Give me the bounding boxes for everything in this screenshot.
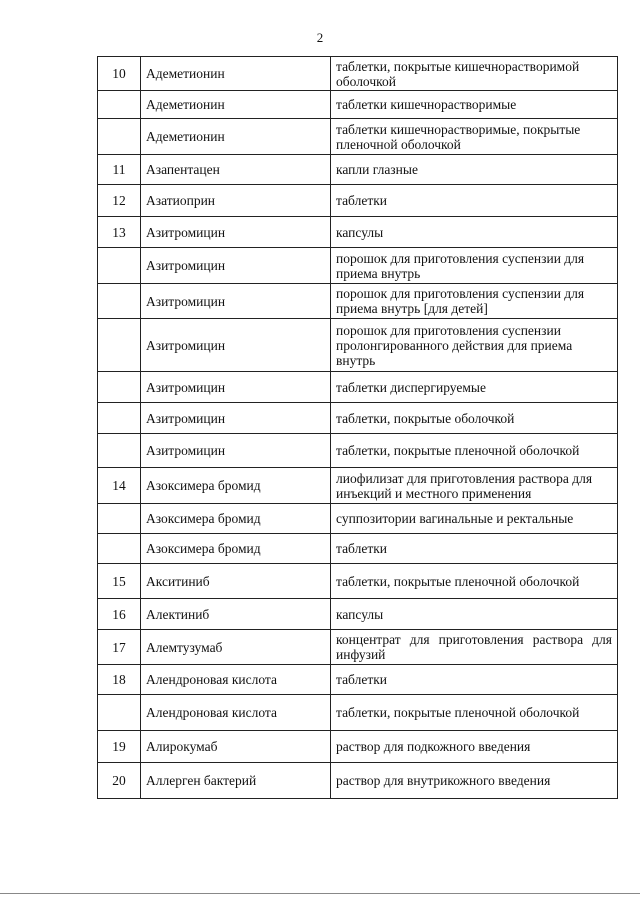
drug-name: Алектиниб <box>141 599 331 630</box>
row-number <box>98 284 141 319</box>
dosage-form: таблетки, покрытые оболочкой <box>331 403 618 434</box>
drug-name: Азатиоприн <box>141 185 331 217</box>
table-row <box>98 248 618 284</box>
row-number: 17 <box>98 630 141 665</box>
table-row <box>98 372 618 403</box>
drug-name: Азоксимера бромид <box>141 504 331 534</box>
table-row <box>98 319 618 372</box>
table-row <box>98 57 618 91</box>
dosage-form: порошок для приготовления суспензии пролонгированного действия для приема внутрь <box>331 319 618 372</box>
drug-name: Алендроновая кислота <box>141 695 331 731</box>
dosage-form: таблетки, покрытые кишечнорастворимой оболочкой <box>331 57 618 91</box>
drug-name: Алирокумаб <box>141 731 331 763</box>
dosage-form: порошок для приготовления суспензии для приема внутрь [для детей] <box>331 284 618 319</box>
drug-name: Алендроновая кислота <box>141 665 331 695</box>
drug-name: Азапентацен <box>141 155 331 185</box>
row-number <box>98 119 141 155</box>
table-row <box>98 534 618 564</box>
row-number: 13 <box>98 217 141 248</box>
dosage-form: таблетки, покрытые пленочной оболочкой <box>331 564 618 599</box>
drug-name: Адеметионин <box>141 91 331 119</box>
row-number: 11 <box>98 155 141 185</box>
drug-name: Азоксимера бромид <box>141 534 331 564</box>
drug-table <box>97 56 618 799</box>
row-number: 16 <box>98 599 141 630</box>
dosage-form: таблетки, покрытые пленочной оболочкой <box>331 695 618 731</box>
row-number <box>98 695 141 731</box>
row-number <box>98 91 141 119</box>
row-number: 12 <box>98 185 141 217</box>
dosage-form: таблетки <box>331 665 618 695</box>
table-row <box>98 564 618 599</box>
table-row <box>98 119 618 155</box>
row-number: 19 <box>98 731 141 763</box>
drug-name: Адеметионин <box>141 57 331 91</box>
drug-name: Азитромицин <box>141 248 331 284</box>
page-bottom-rule <box>0 893 640 894</box>
row-number <box>98 372 141 403</box>
dosage-form: порошок для приготовления суспензии для приема внутрь <box>331 248 618 284</box>
dosage-form: концентрат для приготовления раствора для инфузий <box>331 630 618 665</box>
drug-name: Азитромицин <box>141 217 331 248</box>
table-row <box>98 665 618 695</box>
table-row <box>98 731 618 763</box>
drug-name: Аллерген бактерий <box>141 763 331 799</box>
dosage-form: таблетки <box>331 534 618 564</box>
row-number: 14 <box>98 468 141 504</box>
dosage-form: лиофилизат для приготовления раствора для инъекций и местного применения <box>331 468 618 504</box>
row-number: 15 <box>98 564 141 599</box>
drug-name: Адеметионин <box>141 119 331 155</box>
table-row <box>98 630 618 665</box>
drug-name: Азитромицин <box>141 319 331 372</box>
table-row <box>98 695 618 731</box>
table-row <box>98 91 618 119</box>
dosage-form: раствор для внутрикожного введения <box>331 763 618 799</box>
drug-name: Азитромицин <box>141 284 331 319</box>
dosage-form: таблетки, покрытые пленочной оболочкой <box>331 434 618 468</box>
dosage-form: раствор для подкожного введения <box>331 731 618 763</box>
dosage-form: таблетки диспергируемые <box>331 372 618 403</box>
dosage-form: суппозитории вагинальные и ректальные <box>331 504 618 534</box>
table-row <box>98 185 618 217</box>
table-row <box>98 468 618 504</box>
row-number: 20 <box>98 763 141 799</box>
row-number: 18 <box>98 665 141 695</box>
row-number <box>98 434 141 468</box>
dosage-form: капсулы <box>331 599 618 630</box>
row-number: 10 <box>98 57 141 91</box>
table-row <box>98 403 618 434</box>
table-row <box>98 599 618 630</box>
row-number <box>98 248 141 284</box>
dosage-form: капли глазные <box>331 155 618 185</box>
table-row <box>98 155 618 185</box>
dosage-form: капсулы <box>331 217 618 248</box>
drug-name: Азитромицин <box>141 403 331 434</box>
drug-name: Азитромицин <box>141 372 331 403</box>
drug-name: Алемтузумаб <box>141 630 331 665</box>
dosage-form: таблетки <box>331 185 618 217</box>
table-row <box>98 284 618 319</box>
table-row <box>98 434 618 468</box>
row-number <box>98 319 141 372</box>
dosage-form: таблетки кишечнорастворимые, покрытые пленочной оболочкой <box>331 119 618 155</box>
table-row <box>98 504 618 534</box>
drug-name: Азитромицин <box>141 434 331 468</box>
dosage-form: таблетки кишечнорастворимые <box>331 91 618 119</box>
row-number <box>98 534 141 564</box>
drug-name: Азоксимера бромид <box>141 468 331 504</box>
row-number <box>98 504 141 534</box>
drug-name: Акситиниб <box>141 564 331 599</box>
table-row <box>98 217 618 248</box>
row-number <box>98 403 141 434</box>
page-number: 2 <box>316 30 324 45</box>
table-row <box>98 763 618 799</box>
